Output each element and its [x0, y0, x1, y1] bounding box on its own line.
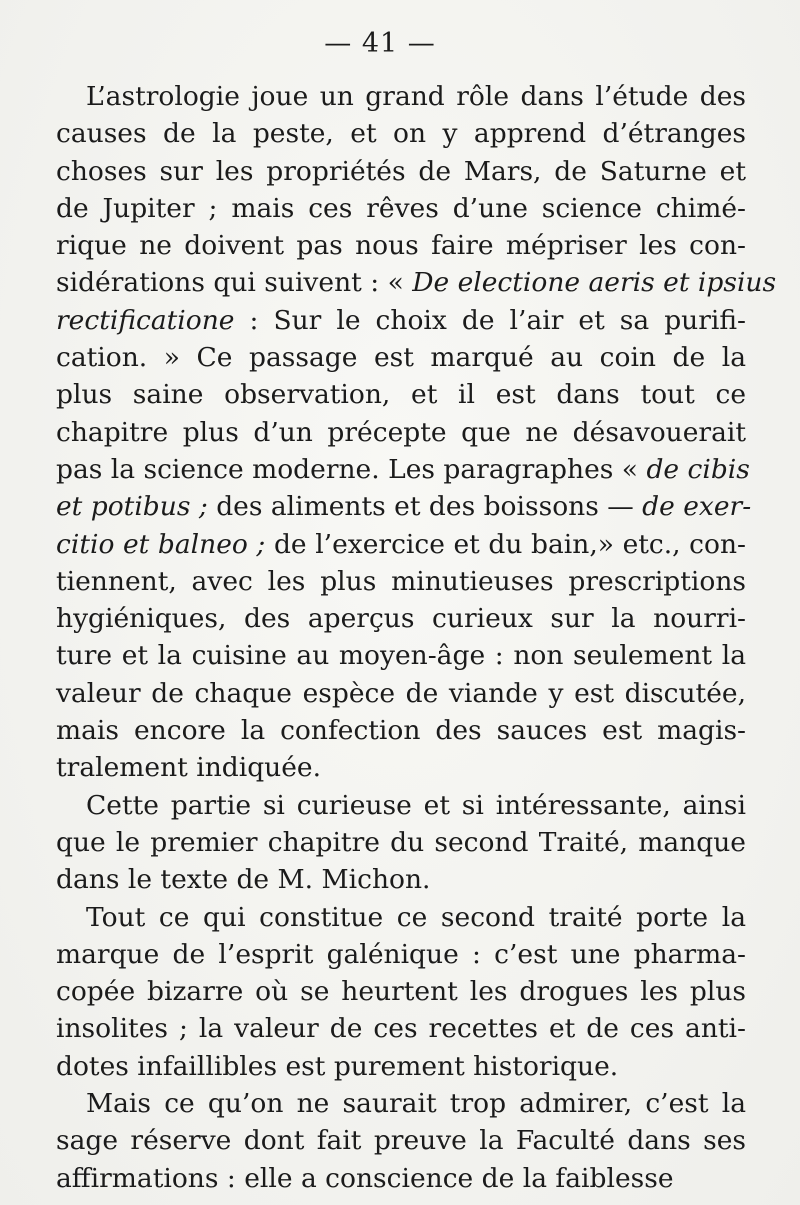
text-span: hygiéniques, des aperçus curieux sur la nourri- [56, 603, 746, 635]
text-line [56, 1122, 746, 1159]
text-line [56, 936, 746, 973]
paragraph [56, 787, 746, 899]
text-span: dans le texte de M. Michon. [56, 864, 431, 896]
text-span: marque de l’esprit galénique : c’est une pharma- [56, 938, 746, 970]
text-span: de Jupiter ; mais ces rêves d’une science chimé- [56, 192, 746, 224]
text-line [56, 488, 752, 525]
italic-span: et potibus ; [56, 491, 208, 523]
text-span: rique ne doivent pas nous faire mépriser les con- [56, 230, 746, 262]
text-span: mais encore la confection des sauces est magis- [56, 715, 746, 747]
text-line [56, 1010, 746, 1047]
text-span: affirmations : elle a conscience de la faiblesse [56, 1162, 674, 1194]
text-span: cation. » Ce passage est marqué au coin de la [56, 342, 746, 374]
text-span: L’astrologie joue un grand rôle dans l’étude des [86, 81, 746, 112]
text-span: Mais ce qu’on ne saurait trop admirer, c’est la [86, 1088, 746, 1120]
text-span: valeur de chaque espèce de viande y est discutée, [56, 677, 746, 709]
italic-span: rectificatione [56, 304, 235, 336]
body-text [56, 78, 777, 1197]
text-span: de l’exercice et du bain,» etc., con- [265, 528, 746, 560]
text-span: pas la science moderne. Les paragraphes « [56, 453, 647, 485]
text-line [56, 675, 746, 712]
text-span: tralement indiquée. [56, 752, 322, 784]
text-line [56, 563, 746, 600]
text-line [56, 339, 746, 376]
text-line [56, 1160, 746, 1197]
text-span: ture et la cuisine au moyen-âge : non seulement la [56, 640, 746, 672]
text-line [56, 749, 746, 786]
paragraph [56, 1085, 746, 1197]
text-line [56, 78, 746, 115]
text-line [56, 376, 746, 413]
text-span: des aliments et des boissons — [207, 491, 643, 523]
text-line [56, 824, 746, 861]
text-line [56, 190, 746, 227]
text-span: tiennent, avec les plus minutieuses prescriptions [56, 565, 746, 597]
text-line [56, 973, 746, 1010]
text-span: sidérations qui suivent : « [56, 267, 413, 299]
text-span: copée bizarre où se heurtent les drogues les plus [56, 976, 746, 1008]
text-line [56, 1048, 746, 1085]
italic-span: citio et balneo ; [56, 528, 266, 560]
text-span: plus saine observation, et il est dans tout ce [56, 379, 746, 411]
text-line [56, 414, 746, 451]
text-span: Tout ce qui constitue ce second traité porte la [86, 901, 746, 933]
page-number: — 41 — [324, 28, 436, 59]
text-line [56, 712, 746, 749]
text-span: : Sur le choix de l’air et sa purifi- [234, 304, 746, 336]
text-line [56, 302, 746, 339]
text-line [56, 153, 746, 190]
text-line [56, 787, 746, 824]
text-span: choses sur les propriétés de Mars, de Saturne et [56, 155, 746, 187]
text-span: dotes infaillibles est purement historique. [56, 1050, 619, 1082]
text-span: chapitre plus d’un précepte que ne désavouerait [56, 416, 746, 448]
text-line [56, 1085, 746, 1122]
paragraph [56, 78, 777, 787]
text-span: sage réserve dont fait preuve la Faculté dans ses [56, 1125, 746, 1157]
text-line [56, 451, 750, 488]
italic-span: de exer- [642, 491, 752, 523]
text-line [56, 899, 746, 936]
text-span: causes de la peste, et on y apprend d’étranges [56, 118, 746, 150]
text-line [56, 637, 746, 674]
text-line [56, 227, 746, 264]
text-line [56, 600, 746, 637]
paragraph [56, 899, 746, 1085]
text-line [56, 115, 746, 152]
text-span: Cette partie si curieuse et si intéressante, ainsi [86, 789, 746, 821]
italic-span: De electione aeris et ipsius [412, 267, 777, 299]
italic-span: de cibis [646, 453, 750, 485]
text-line [56, 526, 746, 563]
text-span: insolites ; la valeur de ces recettes et de ces anti- [56, 1013, 746, 1045]
text-line [56, 264, 777, 301]
text-line [56, 861, 746, 898]
text-span: que le premier chapitre du second Traité, manque [56, 826, 746, 858]
